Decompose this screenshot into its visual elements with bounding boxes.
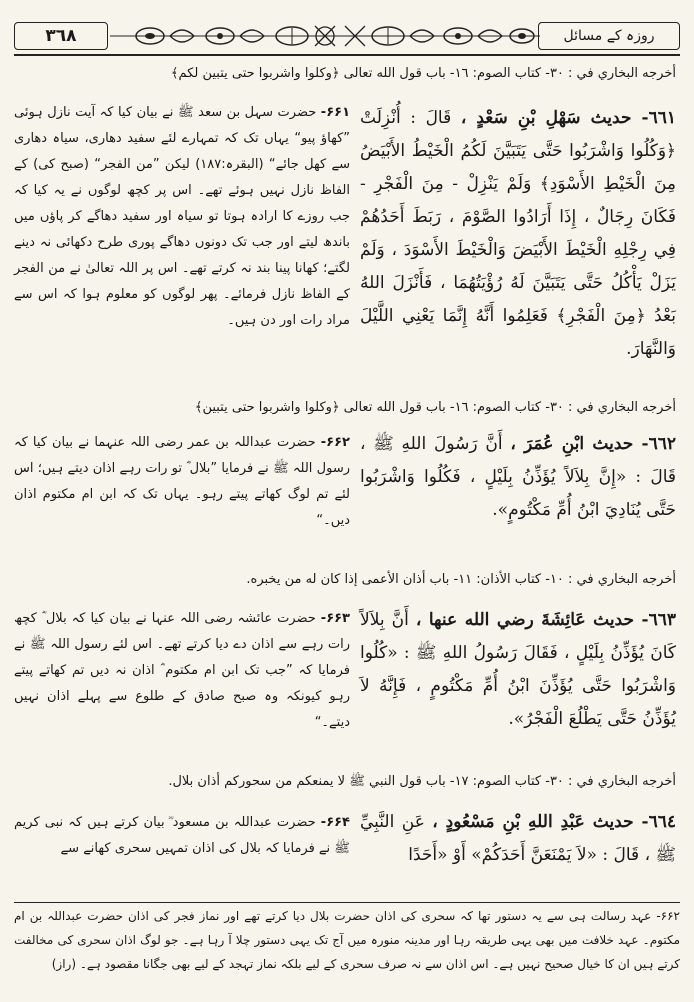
translation-text: حضرت عبداللہ بن عمر رضی اللہ عنہما نے بیان کیا کہ رسول اللہ ﷺ نے فرمایا ”بلال ؓ تو رات رہے اذان دیتے ہیں؛ اس لئے تم لوگ کھاتے پیتے رہو۔ یہاں تک کہ ابن ام مکتوم اذان دیں۔“ bbox=[14, 435, 350, 528]
source-reference: أخرجه البخاري في : ٣٠- كتاب الصوم: ١٧- باب قول النبي ﷺ لا يمنعكم من سحوركم أذان بلال. bbox=[168, 774, 676, 789]
hadith-title: - حديث عَائِشَةَ رضي الله عنها ، bbox=[415, 610, 649, 630]
source-reference: أخرجه البخاري في : ١٠- كتاب الأذان: ١١- باب أذان الأعمى إذا كان له من يخبره. bbox=[246, 572, 676, 587]
hadith-arabic-text: أَنَّ بِلاَلاً كَانَ يُؤَذِّنُ بِلَيْلٍ ، فَقَالَ رَسُولُ اللهِ ﷺ : «كُلُوا وَاشْرَبُوا حَتَّى يُؤَذِّنَ ابْنُ أُمِّ مَكْتُومٍ ، فَإِنَّهُ لاَ يُؤَذِّنُ حَتَّى يَطْلُعَ الْفَجْرُ». bbox=[360, 610, 676, 729]
page-header bbox=[14, 18, 680, 56]
hadith-arabic-text: أَنَّ رَسُولَ اللهِ ﷺ ، قَالَ : «إِنَّ بِلاَلاً يُؤَذِّنُ بِلَيْلٍ ، فَكُلُوا وَاشْرَبُوا حَتَّى يُنَادِيَ ابْنُ أُمِّ مَكْتُومٍ». bbox=[360, 434, 676, 520]
arabic-hadith-661 bbox=[360, 102, 676, 394]
urdu-translation-661 bbox=[14, 100, 350, 330]
urdu-translation-664 bbox=[14, 810, 350, 900]
translation-text: حضرت عبداللہ بن مسعود ؓ بیان کرتے ہیں کہ نبی کریم ﷺ نے فرمایا کہ بلال کی اذان تمہیں سحری کھانے سے bbox=[14, 815, 350, 856]
hadith-number: ٦٦٢ bbox=[648, 434, 677, 454]
urdu-translation-663 bbox=[14, 606, 350, 762]
translation-number: ۶۶۴- bbox=[320, 815, 350, 830]
translation-number: ۶۶۲- bbox=[320, 435, 350, 450]
arabic-hadith-663 bbox=[360, 604, 676, 764]
arabic-hadith-662 bbox=[360, 428, 676, 564]
hadith-number: ٦٦١ bbox=[648, 108, 677, 128]
source-reference: أخرجه البخاري في : ٣٠- كتاب الصوم: ١٦- باب قول الله تعالى ﴿وكلوا واشربوا حتى يتبين لكم﴾ bbox=[170, 66, 676, 81]
hadith-number: ٦٦٣ bbox=[648, 610, 676, 630]
footnote-divider bbox=[14, 902, 680, 903]
page-number: ٣٦٨ bbox=[14, 22, 108, 50]
hadith-number: ٦٦٤ bbox=[648, 812, 677, 832]
footnote: ۶۶۲- عہد رسالت ہی سے یہ دستور تھا کہ سحری کی اذان حضرت بلال دیا کرتے تھے اور نماز فجر کی اذان حضرت عبداللہ بن ام مکتوم۔ عہد خلافت میں بھی یہی طریقہ رہا اور مدینہ منورہ میں آج تک یہی دستور چلا آ رہا ہے۔ جو لوگ اذان سحری کی مخالفت کرتے ہیں ان کا خیال صحیح نہیں ہے۔ اس اذان سے نہ صرف سحری کے لیے بلکہ نماز تہجد کے لیے بھی جگانا مقصود ہے۔ (راز) bbox=[14, 909, 680, 971]
arabic-hadith-664 bbox=[360, 806, 676, 902]
hadith-title: - حديث سَهْلِ بْنِ سَعْدٍ ، bbox=[460, 108, 649, 128]
hadith-title: - حديث ابْنِ عُمَرَ ، bbox=[510, 434, 649, 454]
hadith-arabic-text: عَنِ النَّبِيِّ ﷺ ، قَالَ : «لاَ يَمْنَعَنَّ أَحَدَكُمْ» أَوْ «أَحَدًا bbox=[360, 812, 676, 865]
translation-number: ۶۶۱- bbox=[320, 105, 351, 120]
hadith-arabic-text: قَالَ : أُنْزِلَتْ ﴿وَكُلُوا وَاشْرَبُوا حَتَّى يَتَبَيَّنَ لَكُمُ الْخَيْطُ الأَبْيَضُ مِنَ الْخَيْطِ الأَسْوَدِ﴾ وَلَمْ يَنْزِلْ - مِنَ الْفَجْرِ - فَكَانَ رِجَالٌ ، إِذَا أَرَادُوا الصَّوْمَ ، رَبَطَ أَحَدُهُمْ فِي رِجْلِهِ الْخَيْطَ الأَبْيَضَ وَالْخَيْطَ الأَسْوَدَ ، وَلَمْ يَزَلْ يَأْكُلُ حَتَّى يَتَبَيَّنَ لَهُ رُؤْيَتُهُمَا ، فَأَنْزَلَ اللهُ بَعْدُ ﴿مِنَ الْفَجْرِ﴾ فَعَلِمُوا أَنَّهُ إِنَّمَا يَعْنِي اللَّيْلَ وَالنَّهَارَ. bbox=[360, 108, 676, 359]
translation-text: حضرت سہل بن سعد ﷺ نے بیان کیا کہ آیت نازل ہوئی ”کھاؤ پیو“ یہاں تک کہ تمہارے لئے سفید دھاری، سیاہ دھاری سے کھل جائے“ (البقرہ:۱۸۷) لیکن ”من الفجر“ (صبح کی) کے الفاظ نازل نہیں ہوئے تھے۔ اس پر کچھ لوگوں نے یہ کیا کہ جب روزے کا ارادہ ہوتا تو سیاہ اور سفید دھاگے کر پاؤں میں باندھ لیتے اور جب تک دونوں دھاگے پوری طرح دکھائی نہ دینے لگتے؛ کھانا پینا بند نہ کرتے تھے۔ اس پر اللہ تعالیٰ نے من الفجر کے الفاظ نازل فرمائے۔ پھر لوگوں کو معلوم ہوا کہ اس سے مراد رات اور دن ہیں۔ bbox=[14, 105, 350, 328]
source-reference: أخرجه البخاري في : ٣٠- كتاب الصوم: ١٦- باب قول الله تعالى ﴿وكلوا واشربوا حتى يتبين﴾ bbox=[194, 400, 676, 415]
hadith-title: - حديث عَبْدِ اللهِ بْنِ مَسْعُودٍ ، bbox=[432, 812, 649, 832]
translation-text: حضرت عائشہ رضی اللہ عنہا نے بیان کیا کہ بلال ؓ کچھ رات رہے سے اذان دے دیا کرتے تھے۔ اس لئے رسول اللہ ﷺ نے فرمایا کہ ”جب تک ابن ام مکتوم ؓ اذان نہ دیں تم کھاتے پیتے رہو کیونکہ وہ صبح صادق کے طلوع سے پہلے اذان نہیں دیتے۔“ bbox=[14, 611, 350, 730]
ornament-band-icon bbox=[110, 22, 540, 50]
chapter-title: روزہ کے مسائل bbox=[538, 22, 680, 50]
translation-number: ۶۶۳- bbox=[320, 611, 350, 626]
urdu-translation-662 bbox=[14, 430, 350, 560]
